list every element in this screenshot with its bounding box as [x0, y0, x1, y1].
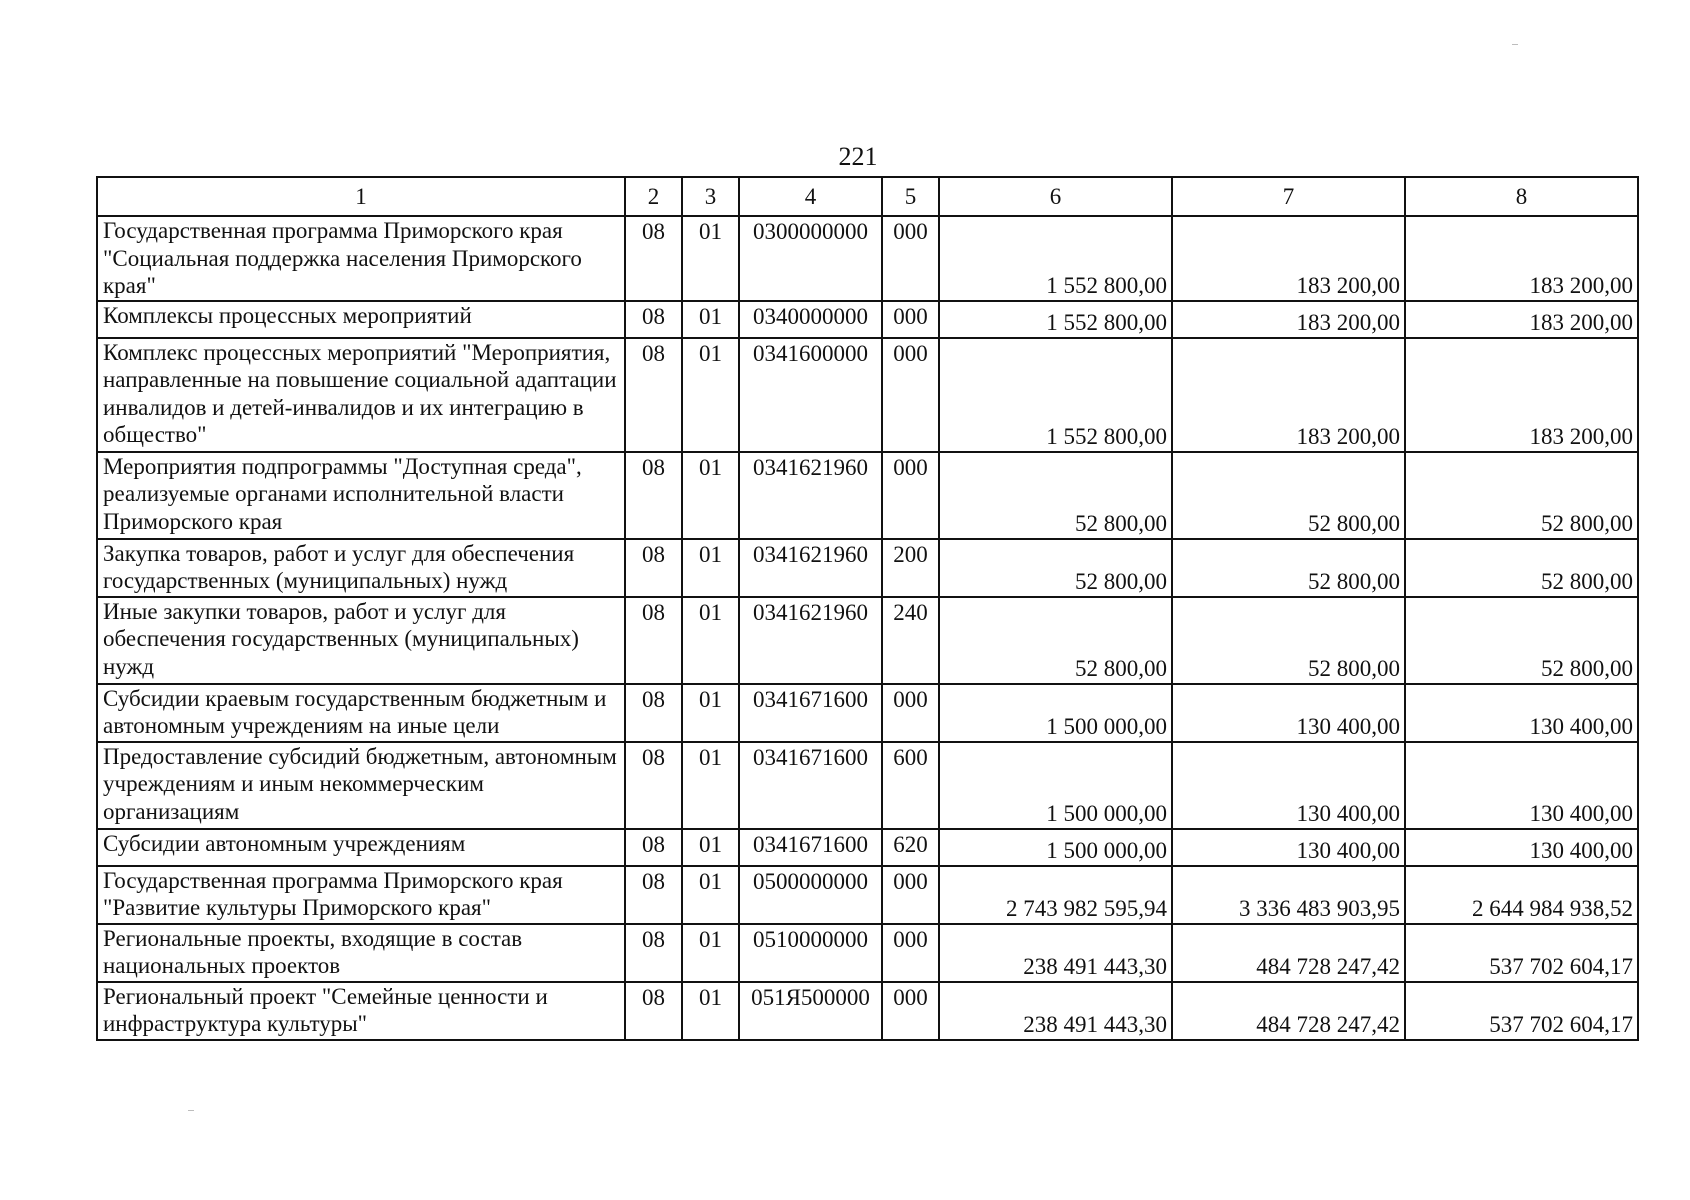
table-row: [97, 829, 1638, 866]
row-target-code-cell: 0341671600: [739, 684, 882, 742]
row-amount-col7-cell: 484 728 247,42: [1172, 924, 1405, 982]
row-amount-col8-cell: 52 800,00: [1405, 597, 1638, 684]
row-section-cell: 08: [625, 829, 682, 866]
row-target-code-cell: 0500000000: [739, 866, 882, 924]
row-target-code-cell: 0341621960: [739, 539, 882, 597]
header-col-3: 3: [682, 177, 739, 216]
row-amount-col7-cell: 3 336 483 903,95: [1172, 866, 1405, 924]
row-amount-col6-cell: 2 743 982 595,94: [939, 866, 1172, 924]
row-amount-col8-cell: 183 200,00: [1405, 216, 1638, 301]
row-amount-col6-cell: 1 500 000,00: [939, 684, 1172, 742]
row-section-cell: 08: [625, 597, 682, 684]
header-row: [97, 177, 1638, 216]
row-target-code-cell: 0340000000: [739, 301, 882, 338]
row-amount-col8-cell: 537 702 604,17: [1405, 924, 1638, 982]
row-amount-col7-cell: 183 200,00: [1172, 216, 1405, 301]
row-name-cell: Субсидии краевым государственным бюджетным и автономным учреждениям на иные цели: [97, 684, 625, 742]
row-amount-col8-cell: 52 800,00: [1405, 452, 1638, 539]
row-target-code-cell: 0341671600: [739, 742, 882, 829]
row-subsection-cell: 01: [682, 338, 739, 452]
row-name-cell: Комплексы процессных мероприятий: [97, 301, 625, 338]
page-number: 221: [838, 142, 878, 171]
header-col-8: 8: [1405, 177, 1638, 216]
row-target-code-cell: 0510000000: [739, 924, 882, 982]
row-subsection-cell: 01: [682, 742, 739, 829]
row-expense-type-cell: 000: [882, 452, 939, 539]
row-name-cell: Предоставление субсидий бюджетным, автономным учреждениям и иным некоммерческим организациям: [97, 742, 625, 829]
table-row: [97, 742, 1638, 829]
row-amount-col7-cell: 484 728 247,42: [1172, 982, 1405, 1040]
row-amount-col7-cell: 52 800,00: [1172, 452, 1405, 539]
row-name-cell: Государственная программа Приморского края "Развитие культуры Приморского края": [97, 866, 625, 924]
row-amount-col8-cell: 130 400,00: [1405, 684, 1638, 742]
row-amount-col8-cell: 2 644 984 938,52: [1405, 866, 1638, 924]
row-section-cell: 08: [625, 338, 682, 452]
table-row: [97, 597, 1638, 684]
row-name-cell: Комплекс процессных мероприятий "Мероприятия, направленные на повышение социальной адаптации инвалидов и детей-инвалидов и их интеграцию в общество": [97, 338, 625, 452]
row-amount-col8-cell: 183 200,00: [1405, 301, 1638, 338]
table-row: [97, 301, 1638, 338]
row-amount-col7-cell: 183 200,00: [1172, 301, 1405, 338]
row-amount-col8-cell: 52 800,00: [1405, 539, 1638, 597]
row-amount-col6-cell: 238 491 443,30: [939, 924, 1172, 982]
row-amount-col7-cell: 130 400,00: [1172, 742, 1405, 829]
row-amount-col7-cell: 52 800,00: [1172, 597, 1405, 684]
row-subsection-cell: 01: [682, 597, 739, 684]
row-expense-type-cell: 000: [882, 982, 939, 1040]
row-section-cell: 08: [625, 982, 682, 1040]
table-row: [97, 539, 1638, 597]
table-row: [97, 216, 1638, 301]
row-amount-col6-cell: 52 800,00: [939, 539, 1172, 597]
scan-mark: [188, 1110, 194, 1111]
row-amount-col8-cell: 183 200,00: [1405, 338, 1638, 452]
table-row: [97, 924, 1638, 982]
row-section-cell: 08: [625, 452, 682, 539]
row-expense-type-cell: 000: [882, 301, 939, 338]
row-amount-col6-cell: 1 500 000,00: [939, 829, 1172, 866]
header-col-7: 7: [1172, 177, 1405, 216]
row-target-code-cell: 0341600000: [739, 338, 882, 452]
row-target-code-cell: 0341621960: [739, 597, 882, 684]
row-subsection-cell: 01: [682, 982, 739, 1040]
row-name-cell: Закупка товаров, работ и услуг для обеспечения государственных (муниципальных) нужд: [97, 539, 625, 597]
row-amount-col7-cell: 183 200,00: [1172, 338, 1405, 452]
budget-table: [96, 176, 1639, 1041]
row-target-code-cell: 051Я500000: [739, 982, 882, 1040]
table-row: [97, 982, 1638, 1040]
row-section-cell: 08: [625, 924, 682, 982]
row-subsection-cell: 01: [682, 829, 739, 866]
row-amount-col7-cell: 130 400,00: [1172, 829, 1405, 866]
scan-mark: [1512, 44, 1518, 45]
row-amount-col6-cell: 1 500 000,00: [939, 742, 1172, 829]
row-subsection-cell: 01: [682, 539, 739, 597]
row-amount-col8-cell: 130 400,00: [1405, 742, 1638, 829]
table-row: [97, 452, 1638, 539]
row-name-cell: Мероприятия подпрограммы "Доступная среда", реализуемые органами исполнительной власти Приморского края: [97, 452, 625, 539]
table-row: [97, 338, 1638, 452]
row-target-code-cell: 0300000000: [739, 216, 882, 301]
row-target-code-cell: 0341671600: [739, 829, 882, 866]
row-section-cell: 08: [625, 866, 682, 924]
row-expense-type-cell: 600: [882, 742, 939, 829]
row-expense-type-cell: 000: [882, 216, 939, 301]
row-name-cell: Государственная программа Приморского края "Социальная поддержка населения Приморского края": [97, 216, 625, 301]
header-col-2: 2: [625, 177, 682, 216]
row-amount-col8-cell: 537 702 604,17: [1405, 982, 1638, 1040]
row-amount-col7-cell: 52 800,00: [1172, 539, 1405, 597]
row-amount-col7-cell: 130 400,00: [1172, 684, 1405, 742]
table-header: [97, 177, 1638, 216]
row-expense-type-cell: 000: [882, 684, 939, 742]
header-col-4: 4: [739, 177, 882, 216]
row-subsection-cell: 01: [682, 924, 739, 982]
table-row: [97, 866, 1638, 924]
row-amount-col6-cell: 1 552 800,00: [939, 216, 1172, 301]
row-name-cell: Иные закупки товаров, работ и услуг для обеспечения государственных (муниципальных) нужд: [97, 597, 625, 684]
row-expense-type-cell: 620: [882, 829, 939, 866]
row-amount-col6-cell: 52 800,00: [939, 597, 1172, 684]
header-col-1: 1: [97, 177, 625, 216]
row-section-cell: 08: [625, 684, 682, 742]
row-amount-col6-cell: 1 552 800,00: [939, 301, 1172, 338]
row-name-cell: Региональные проекты, входящие в состав национальных проектов: [97, 924, 625, 982]
header-col-5: 5: [882, 177, 939, 216]
row-amount-col6-cell: 1 552 800,00: [939, 338, 1172, 452]
row-subsection-cell: 01: [682, 452, 739, 539]
row-section-cell: 08: [625, 539, 682, 597]
row-section-cell: 08: [625, 742, 682, 829]
row-expense-type-cell: 000: [882, 338, 939, 452]
row-amount-col6-cell: 52 800,00: [939, 452, 1172, 539]
row-subsection-cell: 01: [682, 866, 739, 924]
row-expense-type-cell: 240: [882, 597, 939, 684]
row-expense-type-cell: 000: [882, 866, 939, 924]
table-row: [97, 684, 1638, 742]
row-subsection-cell: 01: [682, 301, 739, 338]
row-subsection-cell: 01: [682, 684, 739, 742]
header-col-6: 6: [939, 177, 1172, 216]
row-section-cell: 08: [625, 216, 682, 301]
row-expense-type-cell: 200: [882, 539, 939, 597]
row-name-cell: Региональный проект "Семейные ценности и инфраструктура культуры": [97, 982, 625, 1040]
row-amount-col8-cell: 130 400,00: [1405, 829, 1638, 866]
row-amount-col6-cell: 238 491 443,30: [939, 982, 1172, 1040]
row-expense-type-cell: 000: [882, 924, 939, 982]
table-body: [97, 216, 1638, 1040]
row-target-code-cell: 0341621960: [739, 452, 882, 539]
row-name-cell: Субсидии автономным учреждениям: [97, 829, 625, 866]
row-section-cell: 08: [625, 301, 682, 338]
row-subsection-cell: 01: [682, 216, 739, 301]
